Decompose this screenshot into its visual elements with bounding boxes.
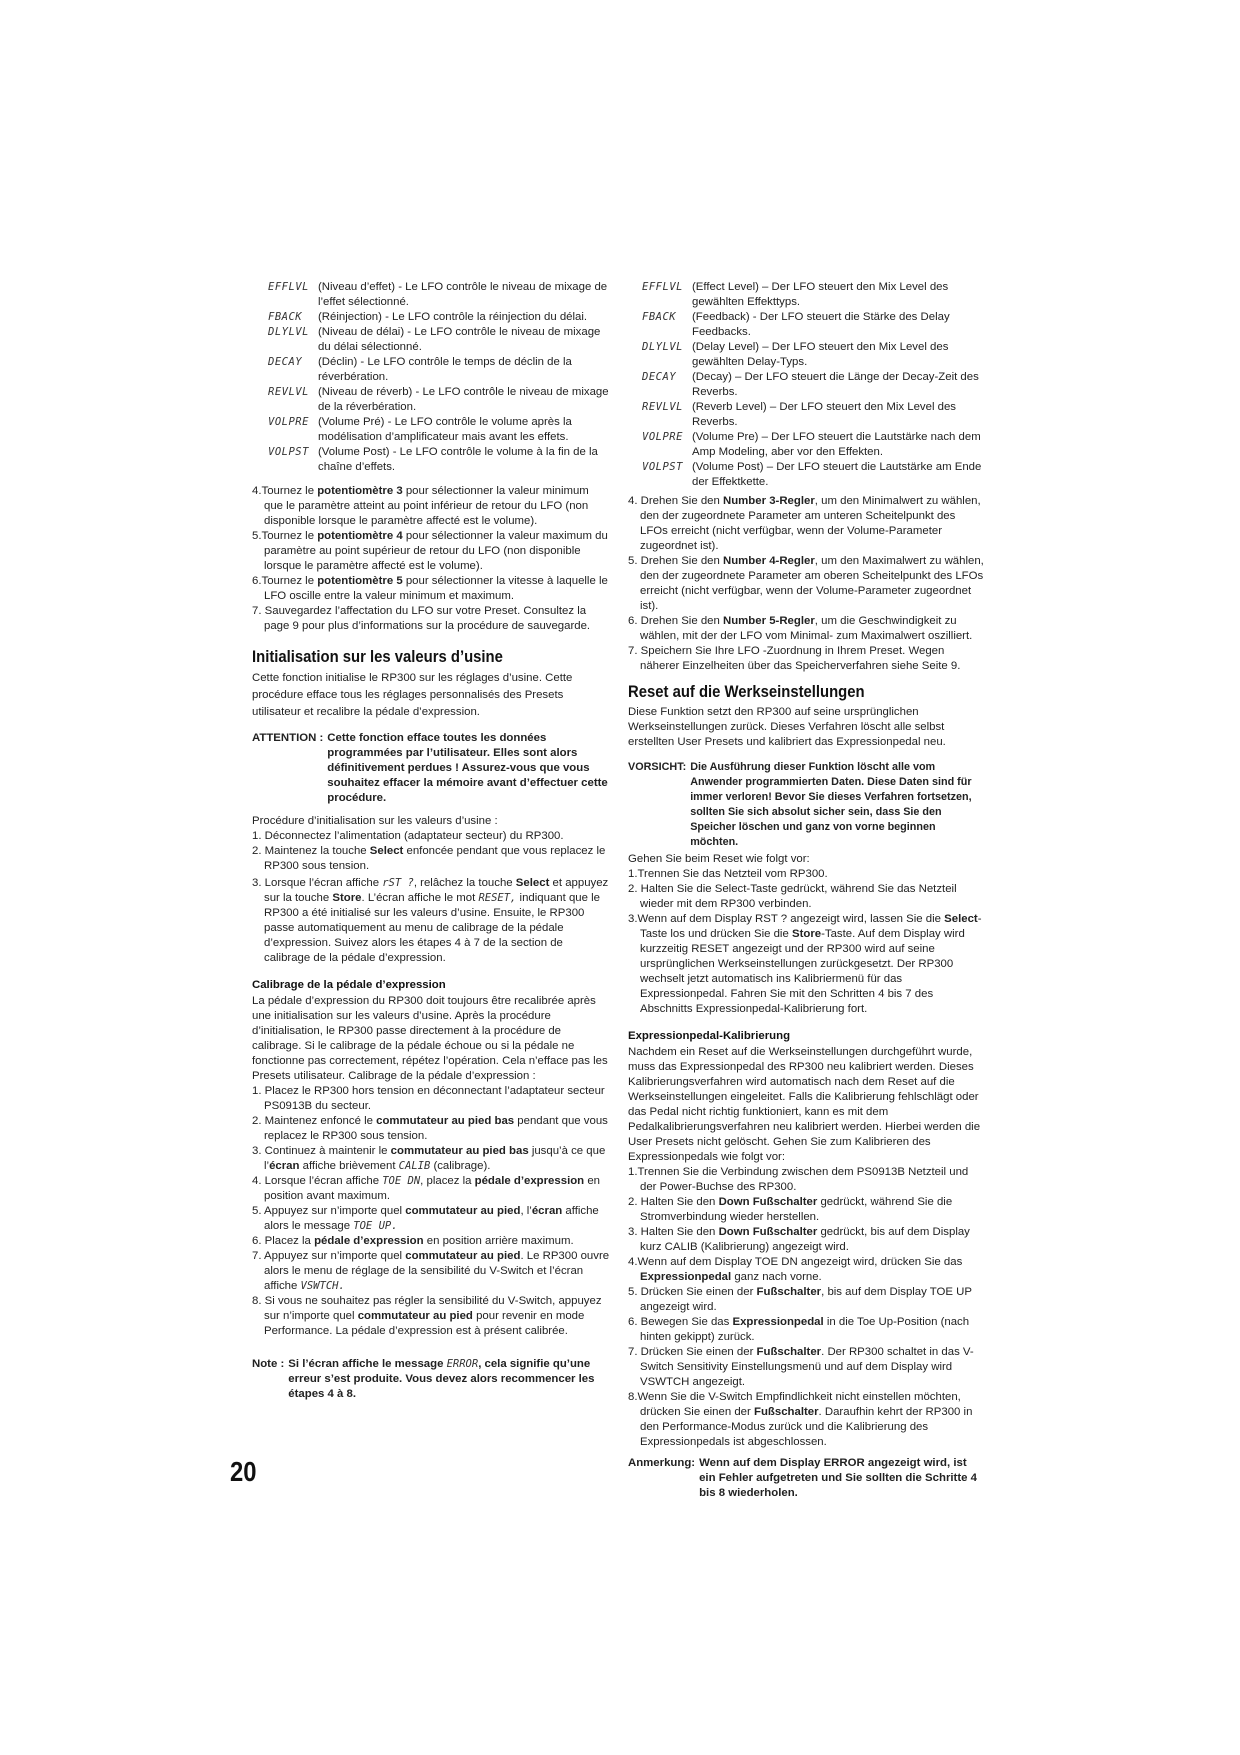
subsection-title: Expressionpedal-Kalibrierung: [628, 1030, 791, 1042]
param-row: [628, 370, 986, 400]
param-description: (Decay) – Der LFO steuert die Länge der Decay-Zeit des Reverbs.: [692, 371, 979, 398]
lcd-label: EFFLVL: [268, 281, 309, 293]
list-item: 1. Placez le RP300 hors tension en déconnectant l’adaptateur secteur PS0913B du secteur.: [252, 1085, 605, 1112]
lcd-label: EFFLVL: [642, 281, 683, 293]
section-title: Initialisation sur les valeurs d’usine: [252, 648, 503, 666]
list-item: 8. Si vous ne souhaitez pas régler la sensibilité du V-Switch, appuyez sur n’importe quel commutateur au pied pour revenir en mode Performance. La pédale d’expression est à présent calibrée.: [252, 1295, 602, 1337]
param-row: [628, 280, 986, 310]
list-item: 5.Tournez le potentiomètre 4 pour sélectionner la valeur maximum du paramètre au point supérieur de retour du LFO (non disponible lorsque le paramètre affecté est le volume).: [252, 530, 608, 572]
procedure-intro: Procédure d’initialisation sur les valeurs d’usine :: [252, 815, 498, 827]
attention-text: Die Ausführung dieser Funktion löscht alle vom Anwender programmierten Daten. Diese Daten sind für immer verloren! Bevor Sie dieses Verfahren fortsetzen, sollten Sie sich absolut sicher sein, dass Sie den Speicher löschen und ganz von vorne beginnen möchten.: [690, 761, 972, 848]
list-item: 4.Wenn auf dem Display TOE DN angezeigt wird, drücken Sie das Expressionpedal ganz nach vorne.: [628, 1256, 963, 1283]
lcd-label: DECAY: [268, 356, 303, 368]
german-column: [628, 280, 986, 1509]
note-text: Si l’écran affiche le message ERROR, cela signifie qu’une erreur s’est produite. Vous devez alors recommencer les étapes 4 à 8.: [288, 1358, 595, 1400]
param-description: (Feedback) - Der LFO steuert die Stärke des Delay Feedbacks.: [692, 311, 950, 338]
attention-box: [252, 731, 610, 806]
section-intro: Cette fonction initialise le RP300 sur les réglages d’usine. Cette procédure efface tous les réglages personnalisés des Presets utilisateur et recalibre la pédale d’expression.: [252, 672, 573, 718]
list-item: 1. Déconnectez l’alimentation (adaptateur secteur) du RP300.: [252, 830, 564, 842]
note-box: [252, 1357, 610, 1402]
list-item: 8.Wenn Sie die V-Switch Empfindlichkeit nicht einstellen möchten, drücken Sie einen der Fußschalter. Daraufhin kehrt der RP300 in den Performance-Modus zurück und die Kalibrierung des Expressionpedals ist abgeschlossen.: [628, 1391, 973, 1448]
param-row: [628, 400, 986, 430]
param-description: (Niveau de délai) - Le LFO contrôle le niveau de mixage du délai sélectionné.: [318, 326, 601, 353]
reset-steps: [252, 829, 610, 966]
lcd-label: VOLPRE: [642, 431, 683, 443]
list-item: 6. Placez la pédale d’expression en position arrière maximum.: [252, 1235, 574, 1247]
list-item: 7. Appuyez sur n’importe quel commutateur au pied. Le RP300 ouvre alors le menu de réglage de la sensibilité du V-Switch et l’écran affiche VSWTCH.: [252, 1250, 610, 1292]
procedure-intro: Gehen Sie beim Reset wie folgt vor:: [628, 853, 810, 865]
calibration-intro: Nachdem ein Reset auf die Werkseinstellungen durchgeführt wurde, muss das Expressionpedal des RP300 neu kalibriert werden. Dieses Kalibrierungsverfahren wird automatisch nach dem Reset auf die Werkseinstellungen eingeleitet. Falls die Kalibrierung fehlschlägt oder das Pedal nicht richtig funktioniert, kann es mit dem Pedalkalibrierungsverfahren neu kalibriert werden. Hierbei werden die User Presets nicht gelöscht. Gehen Sie zum Kalibrieren des Expressionpedals wie folgt vor:: [628, 1046, 981, 1163]
param-description: (Delay Level) – Der LFO steuert den Mix Level des gewählten Delay-Typs.: [692, 341, 949, 368]
list-item: 2. Halten Sie die Select-Taste gedrückt, während Sie das Netzteil wieder mit dem RP300 verbinden.: [628, 883, 957, 910]
lcd-label: FBACK: [268, 311, 303, 323]
lcd-label: VOLPRE: [268, 416, 309, 428]
attention-text: Cette fonction efface toutes les données programmées par l’utilisateur. Elles sont alors définitivement perdues ! Assurez-vous que vous souhaitez effacer la mémoire avant d’effectuer cette procédure.: [327, 732, 608, 804]
french-column: [252, 280, 610, 1410]
list-item: 5. Drehen Sie den Number 4-Regler, um den Maximalwert zu wählen, den der zugeordnete Parameter am oberen Scheitelpunkt des LFOs erreicht (nicht verfügbar, wenn der Volume-Parameter zugeordnet ist).: [628, 555, 984, 612]
param-row: [628, 430, 986, 460]
param-description: (Déclin) - Le LFO contrôle le temps de déclin de la réverbération.: [318, 356, 572, 383]
param-description: (Niveau de réverb) - Le LFO contrôle le niveau de mixage de la réverbération.: [318, 386, 609, 413]
note-text: Wenn auf dem Display ERROR angezeigt wird, ist ein Fehler aufgetreten und Sie sollten die Schritte 4 bis 8 wiederholen.: [699, 1457, 977, 1499]
lcd-label: FBACK: [642, 311, 677, 323]
calibration-steps: [252, 1084, 610, 1339]
param-description: (Volume Post) - Le LFO contrôle le volume à la fin de la chaîne d’effets.: [318, 446, 598, 473]
attention-box: [628, 760, 986, 850]
list-item: 2. Maintenez enfoncé le commutateur au pied bas pendant que vous replacez le RP300 sous tension.: [252, 1115, 608, 1142]
list-item: 3. Halten Sie den Down Fußschalter gedrückt, bis auf dem Display kurz CALIB (Kalibrierung) angezeigt wird.: [628, 1226, 970, 1253]
param-row: [628, 460, 986, 490]
param-description: (Volume Post) – Der LFO steuert die Lautstärke am Ende der Effektkette.: [692, 461, 982, 488]
list-item: 4.Tournez le potentiomètre 3 pour sélectionner la valeur minimum que le paramètre atteint au point inférieur de retour du LFO (non disponible lorsque le paramètre affecté est le volume).: [252, 485, 589, 527]
lfo-parameter-list: [628, 280, 986, 490]
list-item: 6. Drehen Sie den Number 5-Regler, um die Geschwindigkeit zu wählen, mit der der LFO vom Minimal- zum Maximalwert oszilliert.: [628, 615, 973, 642]
note-box: [628, 1456, 986, 1501]
lcd-label: VOLPST: [642, 461, 683, 473]
list-item: 4. Lorsque l’écran affiche TOE DN, placez la pédale d’expression en position avant maximum.: [252, 1175, 600, 1202]
param-description: (Volume Pré) - Le LFO contrôle le volume après la modélisation d’amplificateur mais avant les effets.: [318, 416, 572, 443]
param-row: [252, 280, 610, 310]
param-description: (Effect Level) – Der LFO steuert den Mix Level des gewählten Effekttyps.: [692, 281, 949, 308]
list-item: 7. Sauvegardez l’affectation du LFO sur votre Preset. Consultez la page 9 pour plus d’informations sur la procédure de sauvegarde.: [252, 605, 591, 632]
note-label: Note :: [252, 1358, 285, 1370]
list-item: 3. Lorsque l’écran affiche rST ?, relâchez la touche Select et appuyez sur la touche Store. L’écran affiche le mot RESET, indiquant que le RP300 a été initialisé sur les valeurs d’usine. Ensuite, le RP300 passe automatiquement au menu de calibrage de la pédale d’expression. Suivez alors les étapes 4 à 7 de la section de calibrage de la pédale d’expression.: [252, 877, 609, 964]
param-row: [252, 385, 610, 415]
attention-label: ATTENTION :: [252, 732, 324, 744]
calibration-intro: La pédale d’expression du RP300 doit toujours être recalibrée après une initialisation sur les valeurs d’usine. Après la procédure d’initialisation, le RP300 passe directement à la procédure de calibrage. Si le calibrage de la pédale échoue ou si la pédale ne fonctionne pas correctement, répétez l’opération. Cela n’efface pas les Presets utilisateur. Calibrage de la pédale d’expression :: [252, 995, 608, 1082]
param-row: [252, 415, 610, 445]
list-item: 5. Appuyez sur n’importe quel commutateur au pied, l’écran affiche alors le message TOE UP.: [252, 1205, 599, 1232]
param-row: [252, 445, 610, 475]
param-description: (Réinjection) - Le LFO contrôle la réinjection du délai.: [318, 311, 588, 323]
list-item: 7. Speichern Sie Ihre LFO -Zuordnung in Ihrem Preset. Wegen näherer Einzelheiten über das Speicherverfahren siehe Seite 9.: [628, 645, 961, 672]
section-title: Reset auf die Werkseinstellungen: [628, 683, 865, 701]
param-row: [252, 325, 610, 355]
lcd-label: REVLVL: [268, 386, 309, 398]
list-item: 5. Drücken Sie einen der Fußschalter, bis auf dem Display TOE UP angezeigt wird.: [628, 1286, 972, 1313]
list-item: 1.Trennen Sie die Verbindung zwischen dem PS0913B Netzteil und der Power-Buchse des RP300.: [628, 1166, 969, 1193]
lcd-label: REVLVL: [642, 401, 683, 413]
list-item: 7. Drücken Sie einen der Fußschalter. Der RP300 schaltet in das V-Switch Sensitivity Einstellungsmenü und auf dem Display wird VSWTCH angezeigt.: [628, 1346, 974, 1388]
list-item: 4. Drehen Sie den Number 3-Regler, um den Minimalwert zu wählen, den der zugeordnete Parameter am unteren Scheitelpunkt des LFOs erreicht (nicht verfügbar, wenn der Volume-Parameter zugeordnet ist).: [628, 495, 981, 552]
param-row: [628, 310, 986, 340]
list-item: 6.Tournez le potentiomètre 5 pour sélectionner la vitesse à laquelle le LFO oscille entre la valeur minimum et maximum.: [252, 575, 608, 602]
list-item: 3. Continuez à maintenir le commutateur au pied bas jusqu’à ce que l’écran affiche brièvement CALIB (calibrage).: [252, 1145, 606, 1172]
note-label: Anmerkung:: [628, 1457, 696, 1469]
list-item: 2. Halten Sie den Down Fußschalter gedrückt, während Sie die Stromverbindung wieder herstellen.: [628, 1196, 953, 1223]
lcd-label: DECAY: [642, 371, 677, 383]
param-description: (Volume Pre) – Der LFO steuert die Lautstärke nach dem Amp Modeling, aber vor den Effekten.: [692, 431, 981, 458]
lfo-steps: [628, 494, 986, 674]
reset-steps: [628, 867, 986, 1017]
param-row: [252, 310, 610, 325]
list-item: 3.Wenn auf dem Display RST ? angezeigt wird, lassen Sie die Select-Taste los und drücken Sie die Store-Taste. Auf dem Display wird kurzzeitig RESET angezeigt und der RP300 wird auf seine ursprünglichen Werkseinstellungen zurückgesetzt. Der RP300 wechselt jetzt automatisch ins Kalibriermenü für das Expressionpedal. Fahren Sie mit den Schritten 4 bis 7 des Abschnitts Expressionpedal-Kalibrierung fort.: [628, 913, 982, 1015]
list-item: 1.Trennen Sie das Netzteil vom RP300.: [628, 868, 828, 880]
calibration-steps: [628, 1165, 986, 1450]
list-item: 6. Bewegen Sie das Expressionpedal in die Toe Up-Position (nach hinten gekippt) zurück.: [628, 1316, 970, 1343]
param-description: (Niveau d’effet) - Le LFO contrôle le niveau de mixage de l’effet sélectionné.: [318, 281, 608, 308]
lcd-label: VOLPST: [268, 446, 309, 458]
lfo-parameter-list: [252, 280, 610, 475]
lfo-steps: [252, 484, 610, 634]
lcd-label: DLYLVL: [268, 326, 309, 338]
page-number: 20: [230, 1456, 257, 1487]
attention-label: VORSICHT:: [628, 761, 687, 773]
subsection-title: Calibrage de la pédale d’expression: [252, 979, 446, 991]
param-row: [252, 355, 610, 385]
param-row: [628, 340, 986, 370]
section-intro: Diese Funktion setzt den RP300 auf seine ursprünglichen Werkseinstellungen zurück. Dieses Verfahren löscht alle selbst erstellten User Presets und kalibriert das Expressionpedal neu.: [628, 706, 946, 748]
list-item: 2. Maintenez la touche Select enfoncée pendant que vous replacez le RP300 sous tension.: [252, 845, 606, 872]
lcd-label: DLYLVL: [642, 341, 683, 353]
param-description: (Reverb Level) – Der LFO steuert den Mix Level des Reverbs.: [692, 401, 956, 428]
